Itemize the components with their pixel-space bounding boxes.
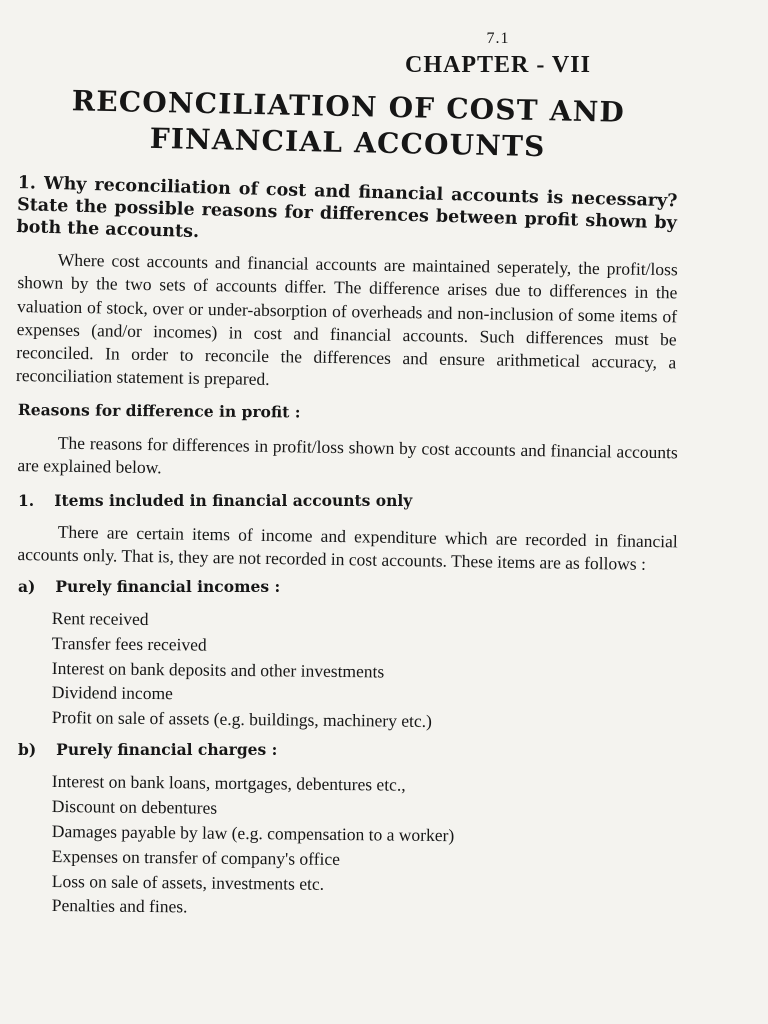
list-item: Expenses on transfer of company's office [51, 845, 341, 869]
subsection-b-marker: b) [18, 740, 37, 760]
section-1-paragraph: There are certain items of income and expenditure which are recorded in financial accounts only. That is, they are not recorded in cost accounts. These items are as follows : [17, 522, 678, 575]
section-1-title: Items included in financial accounts only [54, 491, 413, 511]
list-item: Discount on debentures [51, 795, 218, 818]
intro-paragraph: Where cost accounts and financial accounts are maintained seperately, the profit/loss shown by the two sets of accounts differ. The difference arises due to differences in the valuation of stock, over or under-absorption of overheads and non-inclusion of some items of expenses (and/or incomes) in cost and financial accounts. Such differences must be reconciled. In order to reconcile the differences and ensure arithmetical accuracy, a reconciliation statement is prepared. [15, 249, 678, 390]
page-number: 7.1 [486, 30, 510, 47]
list-item: Dividend income [51, 682, 173, 704]
list-item: Interest on bank loans, mortgages, debentures etc., [51, 771, 406, 795]
financial-charges-list [52, 769, 678, 918]
chapter-title-line-1: RECONCILIATION OF COST AND [71, 84, 626, 129]
subsection-a-marker: a) [18, 576, 36, 596]
section-1-heading [18, 491, 678, 510]
reasons-paragraph: The reasons for differences in profit/loss shown by cost accounts and financial accounts are explained below. [17, 432, 678, 478]
subsection-b-heading [18, 740, 678, 759]
list-item: Penalties and fines. [51, 895, 188, 917]
financial-incomes-list [52, 606, 678, 730]
question-heading: 1. Why reconciliation of cost and financial accounts is necessary? State the possible reasons for differences between profit shown by both the accounts. [16, 172, 678, 242]
list-item: Interest on bank deposits and other investments [51, 657, 385, 682]
list-item: Profit on sale of assets (e.g. buildings, machinery etc.) [51, 707, 433, 732]
chapter-title [17, 82, 678, 167]
list-item: Loss on sale of assets, investments etc. [51, 870, 325, 894]
chapter-label: CHAPTER - VII [405, 52, 591, 78]
reasons-heading: Reasons for difference in profit : [17, 399, 301, 422]
subsection-b-title: Purely financial charges : [56, 740, 278, 760]
subsection-a-heading [18, 577, 678, 596]
subsection-a-title: Purely financial incomes : [55, 576, 281, 596]
chapter-title-line-2: FINANCIAL ACCOUNTS [149, 121, 546, 163]
list-item: Damages payable by law (e.g. compensation to a worker) [51, 820, 455, 846]
section-1-number: 1. [18, 491, 35, 511]
list-item: Rent received [51, 607, 149, 629]
list-item: Transfer fees received [51, 632, 207, 655]
